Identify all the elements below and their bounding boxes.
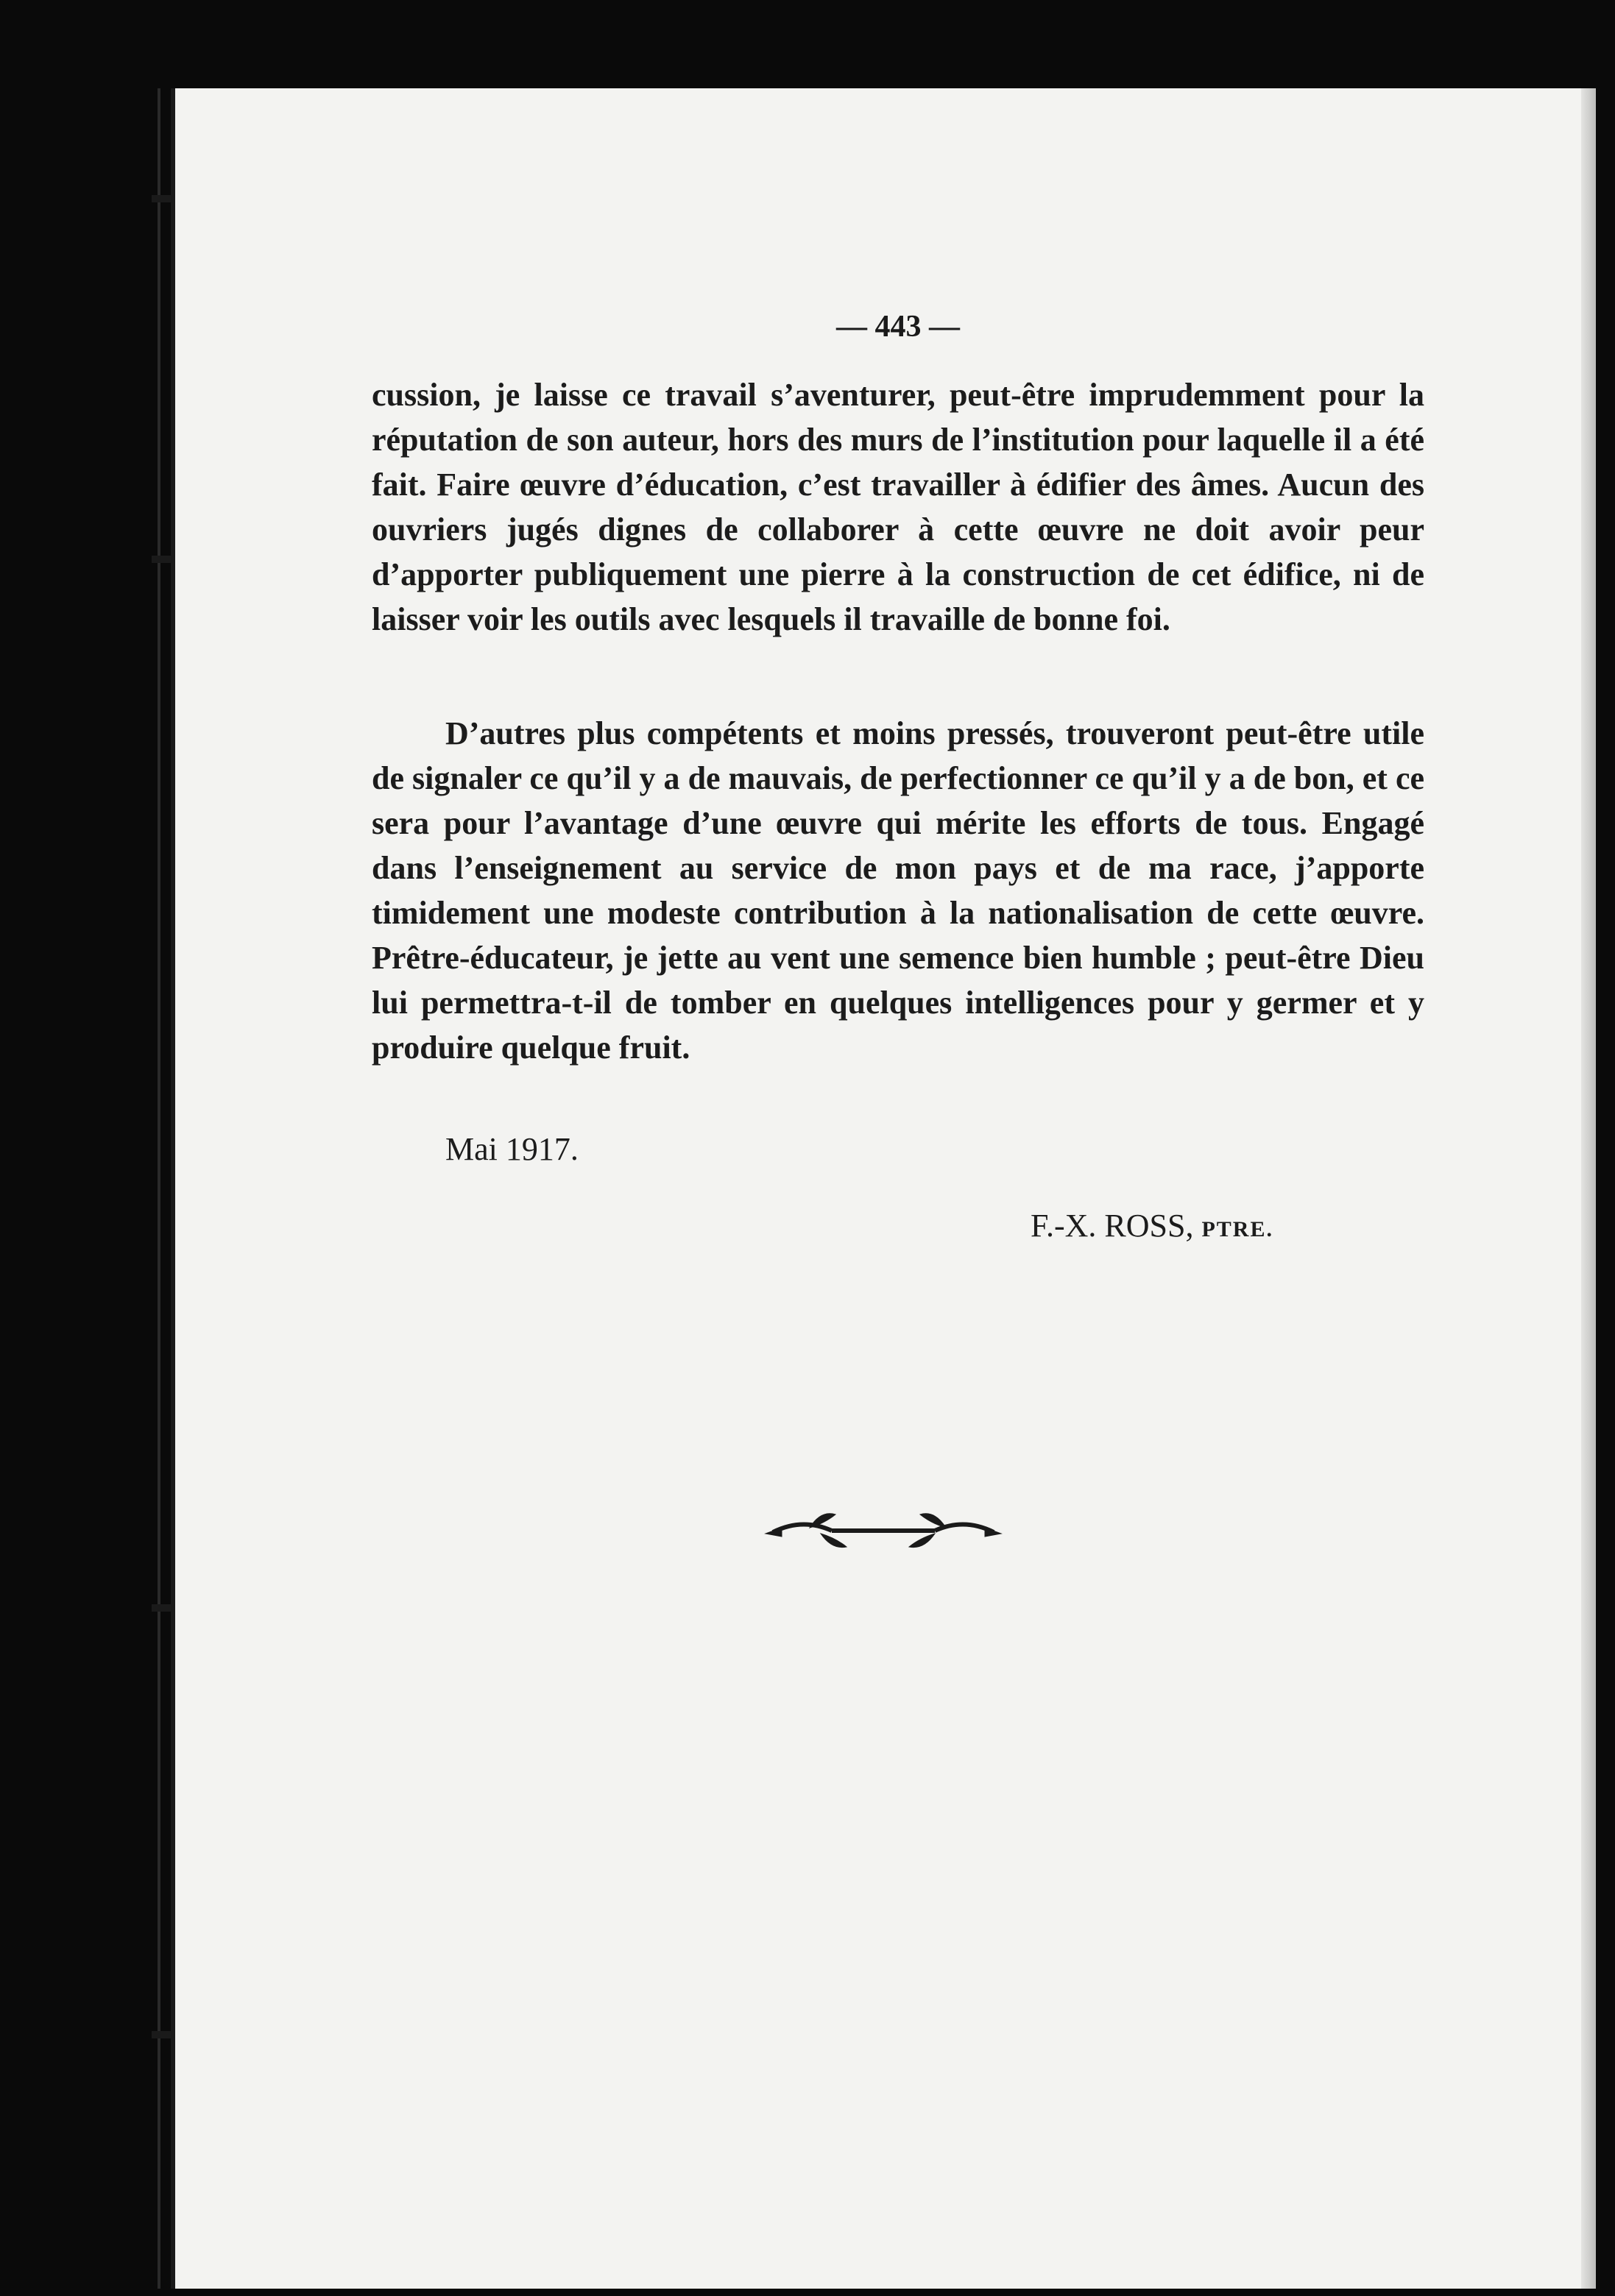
paragraph-1: cussion, je laisse ce travail s’aventurer, peut-être imprudemment pour la réputation de son auteur, hors des murs de l’institution pour laquelle il a été fait. Faire œuvre d’éducation, c’est travailler à édifier des âmes. Aucun des ouvriers jugés dignes de collaborer à cette œuvre ne doit avoir peur d’apporter publiquement une pierre à la construction de cet édifice, ni de laisser voir les outils avec lesquels il travaille de bonne foi. [372,377,1424,637]
paragraph-2: D’autres plus compétents et moins pressés, trouveront peut-être utile de signaler ce qu’il y a de mauvais, de perfectionner ce qu’il y a de bon, et ce sera pour l’avantage d’une œuvre qui mérite les efforts de tous. Engagé dans l’enseignement au service de mon pays et de ma race, j’apporte timidement une modeste contribution à la nationalisation de cette œuvre. Prêtre-éducateur, je jette au vent une semence bien humble ; peut-être Dieu lui permettra-t-il de tomber en quelques intelligences pour y germer et y produire quelque fruit. [372,715,1424,1066]
ornament-icon [751,1501,1016,1560]
signature [1031,1207,1273,1244]
signature-suffix: PTRE. [1201,1217,1273,1241]
signature-name: F.-X. ROSS, [1031,1208,1194,1244]
page-number: — 443 — [836,310,960,344]
date-line: Mai 1917. [445,1131,579,1167]
binding-edge [158,88,160,2289]
